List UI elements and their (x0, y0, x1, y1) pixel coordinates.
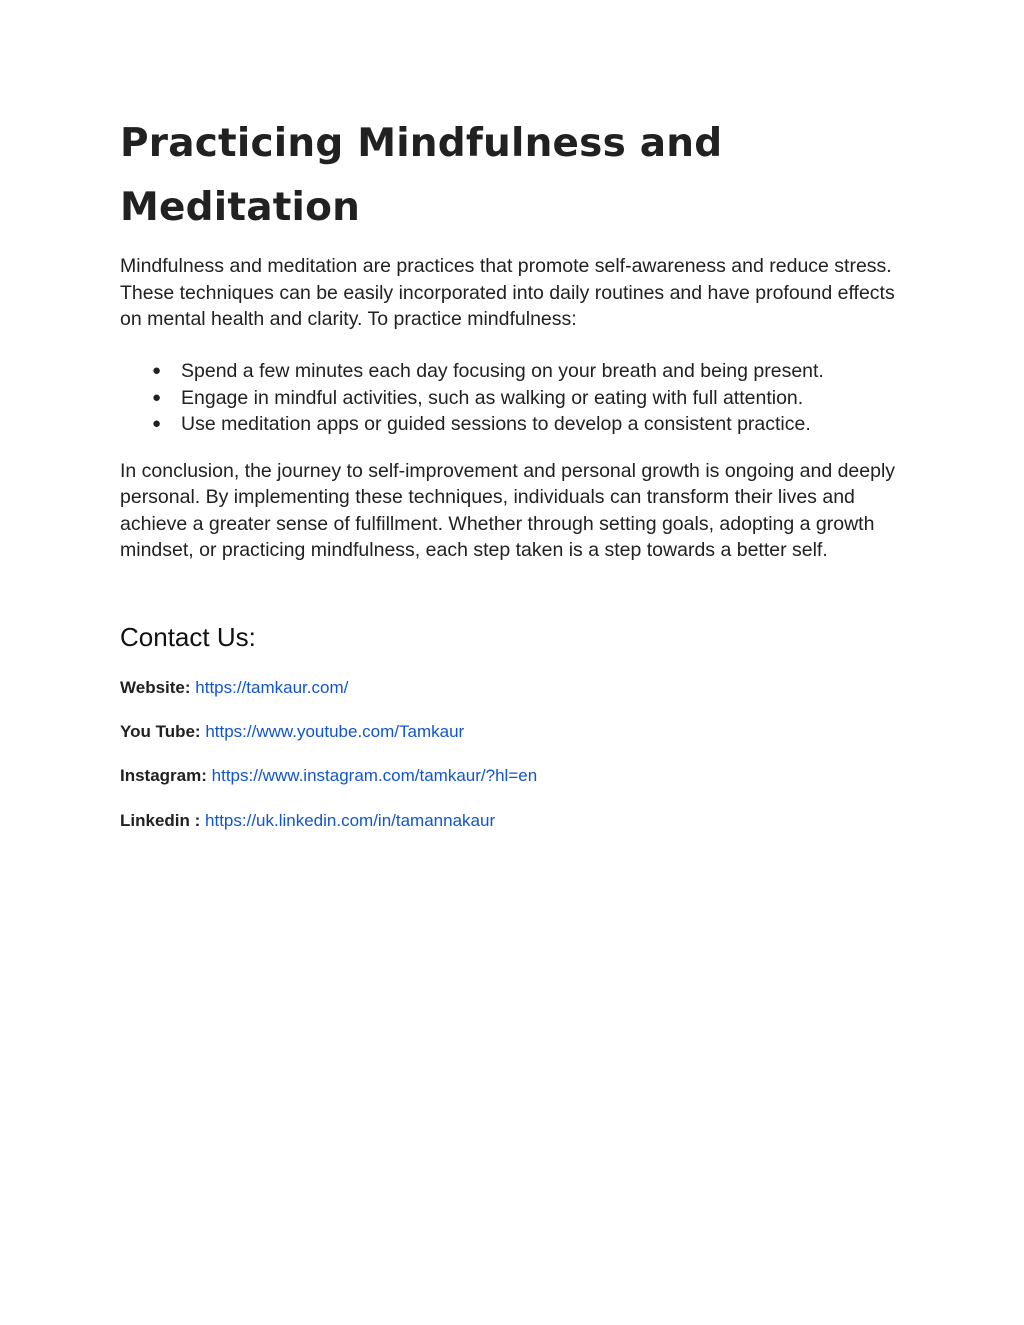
bullet-icon: ● (152, 388, 162, 406)
instagram-link[interactable]: https://www.instagram.com/tamkaur/?hl=en (211, 766, 538, 785)
contact-label: Instagram: (120, 766, 207, 785)
contact-label: Linkedin : (120, 811, 201, 830)
bullet-icon: ● (152, 362, 162, 379)
conclusion-paragraph: In conclusion, the journey to self-improvement and personal growth is ongoing and deeply personal. By implementing these techniques, individuals can transform their lives and achieve a greater sense of fulfillment. Whether through setting goals, adopting a growth mindset, or practicing mindfulness, each step taken is a step towards a better self. (120, 460, 896, 562)
youtube-link[interactable]: https://www.youtube.com/Tamkaur (205, 722, 465, 741)
linkedin-link[interactable]: https://uk.linkedin.com/in/tamannakaur (205, 811, 496, 830)
list-item (120, 358, 910, 385)
list-item-text: Engage in mindful activities, such as walking or eating with full attention. (181, 386, 804, 409)
website-link[interactable]: https://tamkaur.com/ (195, 678, 349, 697)
section-title: Practicing Mindfulness and Meditation (120, 121, 723, 230)
list-item (120, 411, 910, 438)
list-item-text: Use meditation apps or guided sessions to develop a consistent practice. (181, 413, 811, 436)
contact-label: Website: (120, 678, 191, 697)
list-item (120, 385, 910, 412)
contact-instagram (120, 764, 537, 788)
contact-label: You Tube: (120, 722, 201, 741)
contact-heading: Contact Us: (120, 622, 256, 652)
bullet-icon: ● (152, 415, 162, 433)
list-item-text: Spend a few minutes each day focusing on your breath and being present. (181, 360, 824, 382)
intro-paragraph: Mindfulness and meditation are practices that promote self-awareness and reduce stress. These techniques can be easily incorporated into daily routines and have profound effects on mental health and clarity. To practice mindfulness: (120, 255, 895, 331)
contact-linkedin (120, 809, 495, 833)
mindfulness-tips-list (120, 358, 910, 438)
contact-website (120, 676, 348, 700)
contact-youtube (120, 720, 464, 744)
